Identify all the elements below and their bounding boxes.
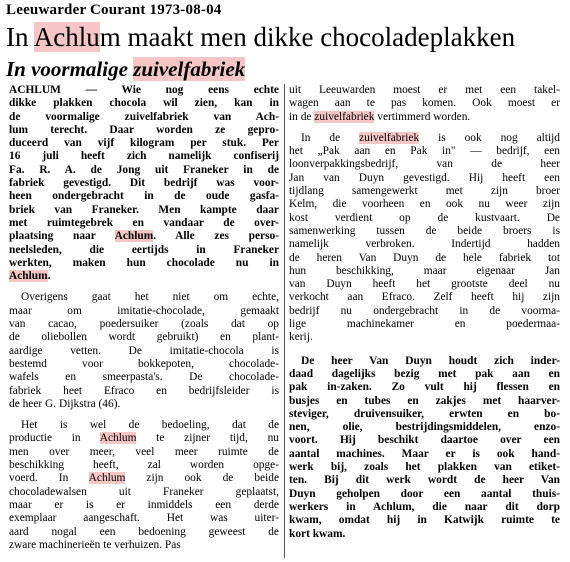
text-line	[289, 474, 560, 487]
text-line	[289, 172, 560, 185]
text-segment: Kelm, die voorheen en ook nu weer zijn	[289, 198, 560, 211]
text-segment: kost verdient op de kustvaart. De	[289, 211, 560, 224]
text-segment: zijn ook de beide	[125, 472, 279, 485]
highlighted-term: zuivelfabriek	[359, 131, 420, 144]
text-line	[289, 408, 560, 421]
text-segment: de heren Van Duyn de hele fabriek tot	[289, 251, 560, 264]
text-segment: voerd. In	[9, 472, 89, 485]
text-line	[289, 331, 560, 344]
text-line	[9, 539, 279, 552]
text-line	[9, 230, 279, 243]
text-segment: verkocht aan Efraco. Zelf heeft hij zijn	[289, 291, 560, 304]
text-segment: De heer Van Duyn houdt zich inder-	[301, 354, 560, 367]
text-segment: maar om imitatie-chocolade, gemaakt	[9, 304, 279, 317]
text-segment: pak in-zaken. Zo vult hij flessen en	[289, 381, 560, 394]
highlighted-term: Achlum	[99, 432, 137, 445]
highlighted-term: Achlum	[88, 472, 126, 485]
text-segment: loonverpakkingsbedrijf, van de heer	[289, 158, 560, 171]
text-line	[9, 84, 279, 97]
text-line	[289, 305, 560, 318]
text-segment: ACHLUM — Wie nog eens echte	[9, 84, 279, 96]
text-segment: uit Leeuwarden moest er met een takel-	[289, 84, 560, 96]
text-segment: duceerd van vijf kilogram per stuk. Per	[9, 137, 279, 150]
text-line	[9, 331, 279, 344]
text-line	[9, 499, 279, 512]
text-line	[289, 132, 560, 145]
text-segment: namelijk verbroken. Indertijd hadden	[289, 238, 560, 251]
text-line	[9, 526, 279, 539]
text-segment: in de	[289, 110, 315, 123]
text-segment: exemplaar aangeschaft. Het was uiter-	[9, 512, 279, 525]
headline	[6, 22, 515, 52]
text-line	[289, 212, 560, 225]
text-line	[9, 318, 279, 331]
text-line	[289, 198, 560, 211]
text-segment: Het is wel de bedoeling, dat de	[21, 419, 279, 432]
text-segment: fabriek heet Efraco en bedrijfsleider is	[9, 384, 279, 397]
text-segment: lige machinekamer en poedermaa-	[289, 318, 560, 331]
text-segment: tijdlang samengewerkt met zijn broer	[289, 185, 560, 198]
text-line	[9, 244, 279, 257]
text-line	[9, 150, 279, 163]
text-line	[289, 528, 560, 541]
headline-highlight: Achlu	[33, 22, 100, 52]
text-segment: hun beschikking, maar eigenaar Jan	[289, 264, 560, 277]
text-segment: kort kwam.	[289, 527, 346, 540]
text-segment: de heer G. Dijkstra (46).	[9, 397, 121, 410]
text-line	[289, 355, 560, 368]
paragraph	[289, 132, 560, 345]
text-line	[289, 97, 560, 110]
text-segment: te zijner tijd, nu	[136, 432, 279, 445]
article-column-right	[289, 84, 560, 541]
text-segment: werk bij, zoals het plakken van etiket-	[289, 461, 560, 474]
text-line	[9, 124, 279, 137]
text-line	[9, 486, 279, 499]
text-segment: is ook nog altijd	[419, 131, 561, 144]
highlighted-term: zuivelfabriek	[314, 110, 375, 123]
text-line	[289, 318, 560, 331]
text-line	[289, 461, 560, 474]
text-line	[289, 265, 560, 278]
text-line	[289, 238, 560, 251]
text-segment: dikke plakken chocola wil zien, kan in	[9, 97, 279, 110]
subheadline-pre: In voormalige	[6, 57, 134, 81]
text-segment: Jan van Duyn gevestigd. Hij heeft een	[289, 171, 560, 184]
text-segment: productie in	[9, 432, 100, 445]
text-segment: wafels en smeerpasta's. De chocolade-	[9, 371, 279, 384]
text-line	[9, 217, 279, 230]
text-line	[289, 421, 560, 434]
text-line	[9, 432, 279, 445]
text-segment: heen ondergebracht in de oude gasfa-	[9, 190, 279, 203]
text-line	[9, 345, 279, 358]
text-segment: Duyn geholpen door een aantal thuis-	[289, 487, 560, 500]
text-line	[289, 501, 560, 514]
text-line	[9, 419, 279, 432]
text-segment: zware machinerieën te verhuizen. Pas	[9, 538, 181, 551]
masthead: Leeuwarder Courant 1973-08-04	[6, 2, 222, 18]
text-line	[9, 257, 279, 270]
text-segment: men over meer, veel meer ruimte de	[9, 445, 279, 458]
text-segment: plaatsing naar	[9, 230, 115, 243]
text-segment: steviger, druivensuiker, erwten en bo-	[289, 407, 560, 420]
text-segment: de oliebollen wordt gebruikt) en plant-	[9, 331, 279, 344]
text-line	[289, 252, 560, 265]
text-line	[9, 291, 279, 304]
highlighted-term: Achlum	[114, 230, 154, 243]
highlighted-term: Achlum	[9, 270, 48, 283]
text-line	[9, 512, 279, 525]
text-segment: daad dagelijks bezig met pak aan en	[289, 367, 560, 380]
subheadline-highlight: zuivelfabriek	[133, 57, 246, 81]
text-line	[289, 395, 560, 408]
paragraph	[9, 419, 279, 552]
paragraph	[289, 84, 560, 124]
text-line	[9, 270, 279, 283]
text-line	[9, 358, 279, 371]
text-line	[289, 111, 560, 124]
text-segment: fabriek gevestigd. Dit bedrijf was voor-	[9, 177, 279, 190]
text-segment: wagen aan te pas komen. Ook moest er	[289, 97, 560, 110]
text-line	[9, 305, 279, 318]
text-line	[9, 446, 279, 459]
text-segment: vertimmerd worden.	[374, 110, 471, 123]
text-segment: briek van Franeker. Men kampte daar	[9, 203, 279, 216]
text-line	[289, 158, 560, 171]
text-line	[289, 381, 560, 394]
text-segment: bestemd voor bokkepoten, chocolade-	[9, 357, 279, 370]
text-line	[9, 459, 279, 472]
text-segment: . Alle zes perso-	[153, 230, 279, 243]
text-segment: het „Pak aan en Pak in" — bedrijf, een	[289, 145, 560, 158]
text-segment: In de	[301, 131, 360, 144]
text-line	[289, 514, 560, 527]
text-segment: aard nogal een bedoening geweest de	[9, 525, 279, 538]
text-line	[9, 97, 279, 110]
text-segment: nen, olie, bestrijdingsmiddelen, enzo-	[289, 421, 560, 434]
text-segment: voort. Hij beschikt daartoe over een	[289, 434, 560, 447]
text-segment: aantal machines. Maar er is ook hand-	[289, 447, 560, 460]
text-segment: Fa. R. A. de Jong uit Franeker in de	[9, 163, 279, 176]
text-segment: .	[47, 270, 51, 283]
text-segment: beschikking heeft, zal worden opge-	[9, 459, 279, 472]
text-segment: neelsleden, die eertijds in Franeker	[9, 243, 279, 256]
text-segment: 16 juli heeft zich namelijk confiserij	[9, 150, 279, 163]
column-divider	[284, 84, 285, 558]
subheadline	[6, 57, 245, 82]
text-line	[289, 488, 560, 501]
text-segment: aardige vetten. De imitatie-chocola is	[9, 344, 279, 357]
text-line	[9, 204, 279, 217]
text-segment: werkers in Achlum, die naar dit dorp	[289, 500, 560, 513]
text-line	[9, 371, 279, 384]
text-line	[289, 84, 560, 97]
text-line	[289, 448, 560, 461]
text-line	[289, 185, 560, 198]
text-segment: van cacao, poedersuiker (zoals dat op	[9, 318, 279, 331]
paragraph	[9, 84, 279, 283]
text-line	[9, 111, 279, 124]
text-line	[9, 190, 279, 203]
text-line	[9, 137, 279, 150]
text-segment: lum terecht. Daar worden ze gepro-	[9, 123, 279, 136]
text-segment: busjes en tubes en zakjes met haarver-	[289, 394, 560, 407]
text-line	[289, 434, 560, 447]
text-line	[289, 145, 560, 158]
text-segment: kerij.	[289, 331, 313, 344]
text-line	[289, 225, 560, 238]
text-segment: maar er is er inmiddels een derde	[9, 498, 279, 511]
text-segment: samenwerking tussen de beide broers is	[289, 224, 560, 237]
text-segment: werkten, maken hun chocolade nu in	[9, 256, 279, 269]
text-line	[289, 368, 560, 381]
text-segment: chocoladewalsen uit Franeker geplaatst,	[9, 485, 279, 498]
article-column-left	[9, 84, 279, 552]
text-segment: de voormalige zuivelfabriek van Ach-	[9, 110, 279, 123]
text-segment: kwam, omdat hij in Katwijk ruimte te	[289, 514, 560, 527]
text-segment: van Duyn heeft het grootste deel nu	[289, 278, 560, 291]
text-segment: Overigens gaat het niet om echte,	[21, 291, 279, 304]
text-segment: bedrijf nu ondergebracht in de voorma-	[289, 304, 560, 317]
text-line	[289, 291, 560, 304]
headline-post: m maakt men dikke chocoladeplakken	[99, 22, 516, 52]
paragraph	[9, 291, 279, 411]
text-line	[289, 278, 560, 291]
text-line	[9, 177, 279, 190]
paragraph	[289, 355, 560, 541]
text-line	[9, 164, 279, 177]
text-line	[9, 398, 279, 411]
text-segment: met ruimtegebrek en vandaar de over-	[9, 216, 279, 229]
text-line	[9, 385, 279, 398]
headline-pre: In	[6, 22, 34, 52]
text-line	[9, 472, 279, 485]
text-segment: ten. Bij dit werk wordt de heer Van	[289, 474, 560, 487]
